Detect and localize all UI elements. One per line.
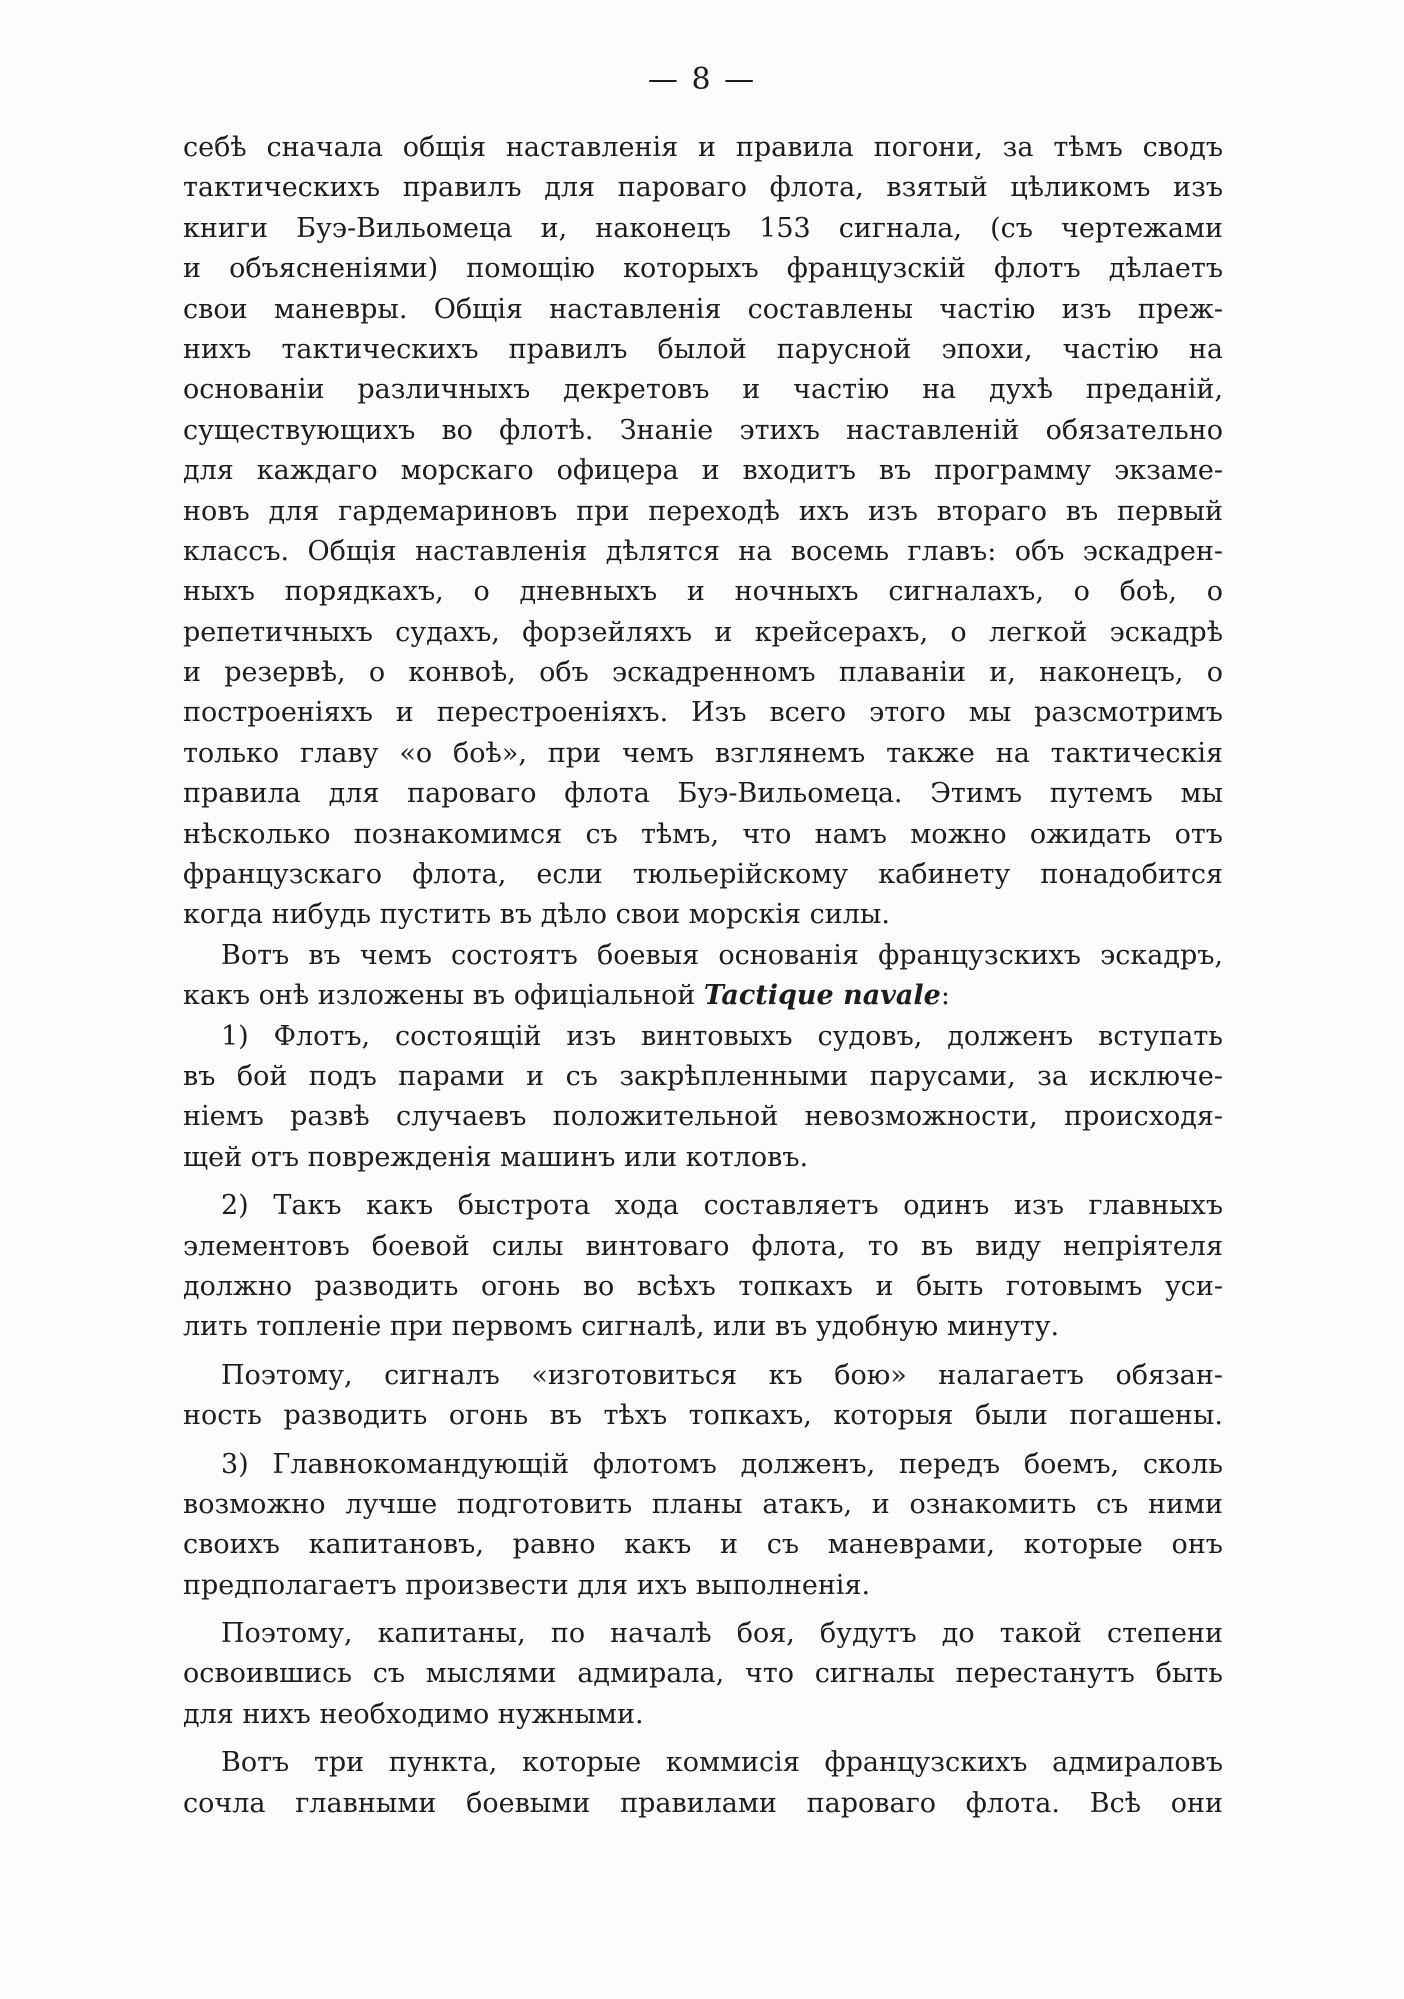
text-line: сочла главными боевыми правилами пароваго флота. Всѣ они xyxy=(183,1787,1223,1819)
text-line-with-title xyxy=(183,976,1223,1016)
text-line: французскаго флота, если тюльерійскому кабинету понадобится xyxy=(183,859,1223,891)
text-line: построеніяхъ и перестроеніяхъ. Изъ всего этого мы разсмотримъ xyxy=(183,697,1223,729)
text-line: свои маневры. Общія наставленія составлены частію изъ преж- xyxy=(183,293,1223,325)
text-line: только главу «о боѣ», при чемъ взглянемъ также на тактическія xyxy=(183,737,1223,769)
body-text xyxy=(183,128,1223,1824)
text-line: для нихъ необходимо нужными. xyxy=(183,1698,644,1730)
text-line: лить топленіе при первомъ сигналѣ, или въ удобную минуту. xyxy=(183,1311,1060,1343)
text-line: существующихъ во флотѣ. Знаніе этихъ наставленій обязательно xyxy=(183,414,1223,446)
text-line: 1) Флотъ, состоящій изъ винтовыхъ судовъ, долженъ вступать xyxy=(221,1020,1223,1052)
text-line: Вотъ три пункта, которые коммисія французскихъ адмираловъ xyxy=(221,1747,1223,1779)
text-line: основаніи различныхъ декретовъ и частію на духѣ преданій, xyxy=(183,374,1223,406)
text-line: ніемъ развѣ случаевъ положительной невозможности, происходя- xyxy=(183,1101,1223,1133)
text-line: для каждаго морскаго офицера и входитъ въ программу экзаме- xyxy=(183,455,1223,487)
text-line-prefix: какъ онѣ изложены въ офиціальной xyxy=(183,980,704,1012)
text-line: элементовъ боевой силы винтоваго флота, то въ виду непріятеля xyxy=(183,1230,1223,1262)
text-line: репетичныхъ судахъ, форзейляхъ и крейсерахъ, о легкой эскадрѣ xyxy=(183,616,1223,648)
text-line: себѣ сначала общія наставленія и правила погони, за тѣмъ сводъ xyxy=(183,132,1223,163)
text-line: книги Буэ-Вильомеца и, наконецъ 153 сигнала, (съ чертежами xyxy=(183,212,1223,244)
text-line: и резервѣ, о конвоѣ, объ эскадренномъ плаваніи и, наконецъ, о xyxy=(183,657,1223,689)
text-line: новъ для гардемариновъ при переходѣ ихъ изъ втораго въ первый xyxy=(183,495,1223,527)
text-line: 3) Главнокомандующій флотомъ долженъ, передъ боемъ, сколь xyxy=(221,1448,1223,1480)
text-line: когда нибудь пустить въ дѣло свои морскія силы. xyxy=(183,899,890,931)
text-line: классъ. Общія наставленія дѣлятся на восемь главъ: объ эскадрен- xyxy=(183,535,1223,567)
text-line: должно разводить огонь во всѣхъ топкахъ и быть готовымъ уси- xyxy=(183,1270,1223,1302)
text-line: щей отъ поврежденія машинъ или котловъ. xyxy=(183,1141,809,1173)
italic-title: Tactique navale xyxy=(703,980,941,1012)
text-line: тактическихъ правилъ для пароваго флота, взятый цѣликомъ изъ xyxy=(183,172,1223,204)
text-line: ныхъ порядкахъ, о дневныхъ и ночныхъ сигналахъ, о боѣ, о xyxy=(183,576,1223,608)
text-line: и объясненіями) помощію которыхъ французскій флотъ дѣлаетъ xyxy=(183,253,1223,285)
text-line: правила для пароваго флота Буэ-Вильомеца. Этимъ путемъ мы xyxy=(183,778,1223,810)
page-number: — 8 — xyxy=(647,62,757,97)
text-line: Вотъ въ чемъ состоятъ боевыя основанія французскихъ эскадръ, xyxy=(221,939,1223,971)
text-line: ность разводить огонь въ тѣхъ топкахъ, которыя были погашены. xyxy=(183,1400,1223,1432)
text-line: Поэтому, капитаны, по началѣ боя, будутъ до такой степени xyxy=(221,1618,1223,1650)
text-line: своихъ капитановъ, равно какъ и съ маневрами, которые онъ xyxy=(183,1529,1223,1561)
text-line: нихъ тактическихъ правилъ былой парусной эпохи, частію на xyxy=(183,333,1223,365)
text-line: предполагаетъ произвести для ихъ выполненія. xyxy=(183,1569,871,1601)
text-line: освоившись съ мыслями адмирала, что сигналы перестанутъ быть xyxy=(183,1658,1223,1690)
text-line: Поэтому, сигналъ «изготовиться къ бою» налагаетъ обязан- xyxy=(221,1359,1223,1391)
italic-title-suffix: : xyxy=(940,980,950,1012)
text-line: возможно лучше подготовить планы атакъ, и ознакомить съ ними xyxy=(183,1488,1223,1520)
text-line: въ бой подъ парами и съ закрѣпленными парусами, за исключе- xyxy=(183,1060,1223,1092)
text-line: 2) Такъ какъ быстрота хода составляетъ одинъ изъ главныхъ xyxy=(221,1190,1223,1222)
text-line: нѣсколько познакомимся съ тѣмъ, что намъ можно ожидать отъ xyxy=(183,818,1223,850)
